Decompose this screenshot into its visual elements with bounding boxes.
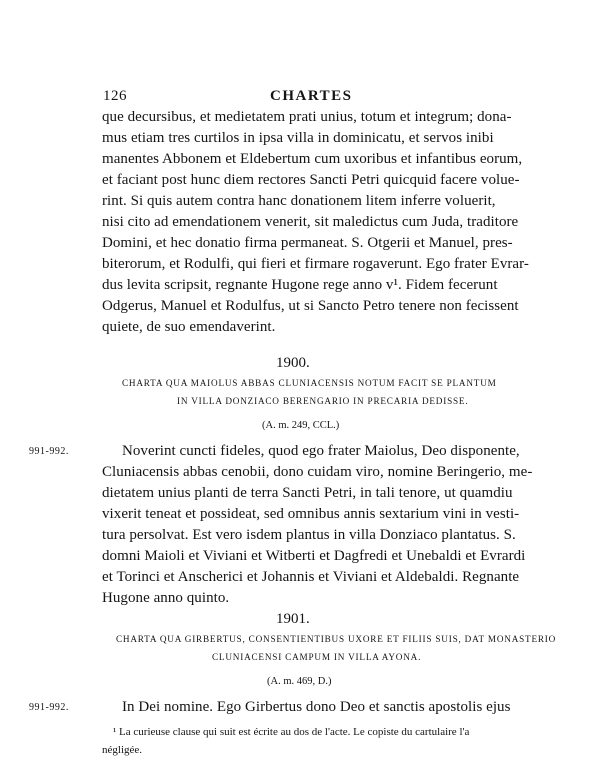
footnote-line: négligée. — [102, 744, 143, 756]
text-line: biterorum, et Rodulfi, qui fieri et firmare rogaverunt. Ego frater Evrar- — [102, 256, 529, 272]
text-line: nisi cito ad emendationem venerit, sit maledictus cum Juda, traditore — [102, 214, 519, 230]
text-line: mus etiam tres curtilos in ipsa villa in dominicatu, et servos inibi — [102, 130, 494, 146]
charter-number: 1901. — [276, 611, 310, 627]
charter-caption-line: CHARTA QUA GIRBERTUS, CONSENTIENTIBUS UXORE ET FILIIS SUIS, DAT MONASTERIO — [116, 634, 557, 644]
text-line: et Torinci et Anscherici et Johannis et Viviani et Aldebaldi. Regnante — [102, 569, 520, 585]
text-line: que decursibus, et medietatem prati unius, totum et integrum; dona- — [102, 109, 512, 125]
text-line: tura persolvat. Est vero isdem plantus in villa Donziaco plantatus. S. — [102, 527, 516, 543]
text-line: dus levita scripsit, regnante Hugone rege anno v¹. Fidem fecerunt — [102, 277, 498, 293]
text-line: rint. Si quis autem contra hanc donationem litem inferre voluerit, — [102, 193, 496, 209]
text-line: et faciant post hunc diem rectores Sancti Petri quicquid facere volue- — [102, 172, 520, 188]
charter-date: 991-992. — [29, 446, 69, 457]
footnote-line: ¹ La curieuse clause qui suit est écrite au dos de l'acte. Le copiste du cartulaire l'a — [113, 726, 470, 738]
text-line: manentes Abbonem et Eldebertum cum uxoribus et infantibus eorum, — [102, 151, 523, 167]
charter-reference: (A. m. 249, CCL.) — [262, 420, 340, 431]
charter-caption-line: CHARTA QUA MAIOLUS ABBAS CLUNIACENSIS NOTUM FACIT SE PLANTUM — [122, 378, 497, 388]
charter-caption-line: CLUNIACENSI CAMPUM IN VILLA AYONA. — [212, 652, 422, 662]
charter-reference: (A. m. 469, D.) — [267, 676, 332, 687]
text-line: Domini, et hec donatio firma permaneat. S. Otgerii et Manuel, pres- — [102, 235, 513, 251]
text-line: Cluniacensis abbas cenobii, dono cuidam viro, nomine Beringerio, me- — [102, 464, 533, 480]
text-line: quiete, de suo emendaverint. — [102, 319, 276, 335]
charter-number: 1900. — [276, 355, 310, 371]
charter-caption-line: IN VILLA DONZIACO BERENGARIO IN PRECARIA DEDISSE. — [177, 396, 469, 406]
text-line: Odgerus, Manuel et Rodulfus, ut si Sancto Petro tenere non fecissent — [102, 298, 519, 314]
charter-date: 991-992. — [29, 702, 69, 713]
running-title: CHARTES — [270, 88, 353, 104]
text-line: domni Maioli et Viviani et Witberti et Dagfredi et Unebaldi et Evrardi — [102, 548, 526, 564]
text-line: vixerit teneat et possideat, sed omnibus annis sextarium vini in vesti- — [102, 506, 520, 522]
text-line: Hugone anno quinto. — [102, 590, 230, 606]
text-line: In Dei nomine. Ego Girbertus dono Deo et sanctis apostolis ejus — [122, 699, 511, 715]
page-number: 126 — [103, 88, 127, 104]
text-line: Noverint cuncti fideles, quod ego frater Maiolus, Deo disponente, — [122, 443, 520, 459]
text-line: dietatem unius planti de terra Sancti Petri, in tali tenore, ut quamdiu — [102, 485, 513, 501]
